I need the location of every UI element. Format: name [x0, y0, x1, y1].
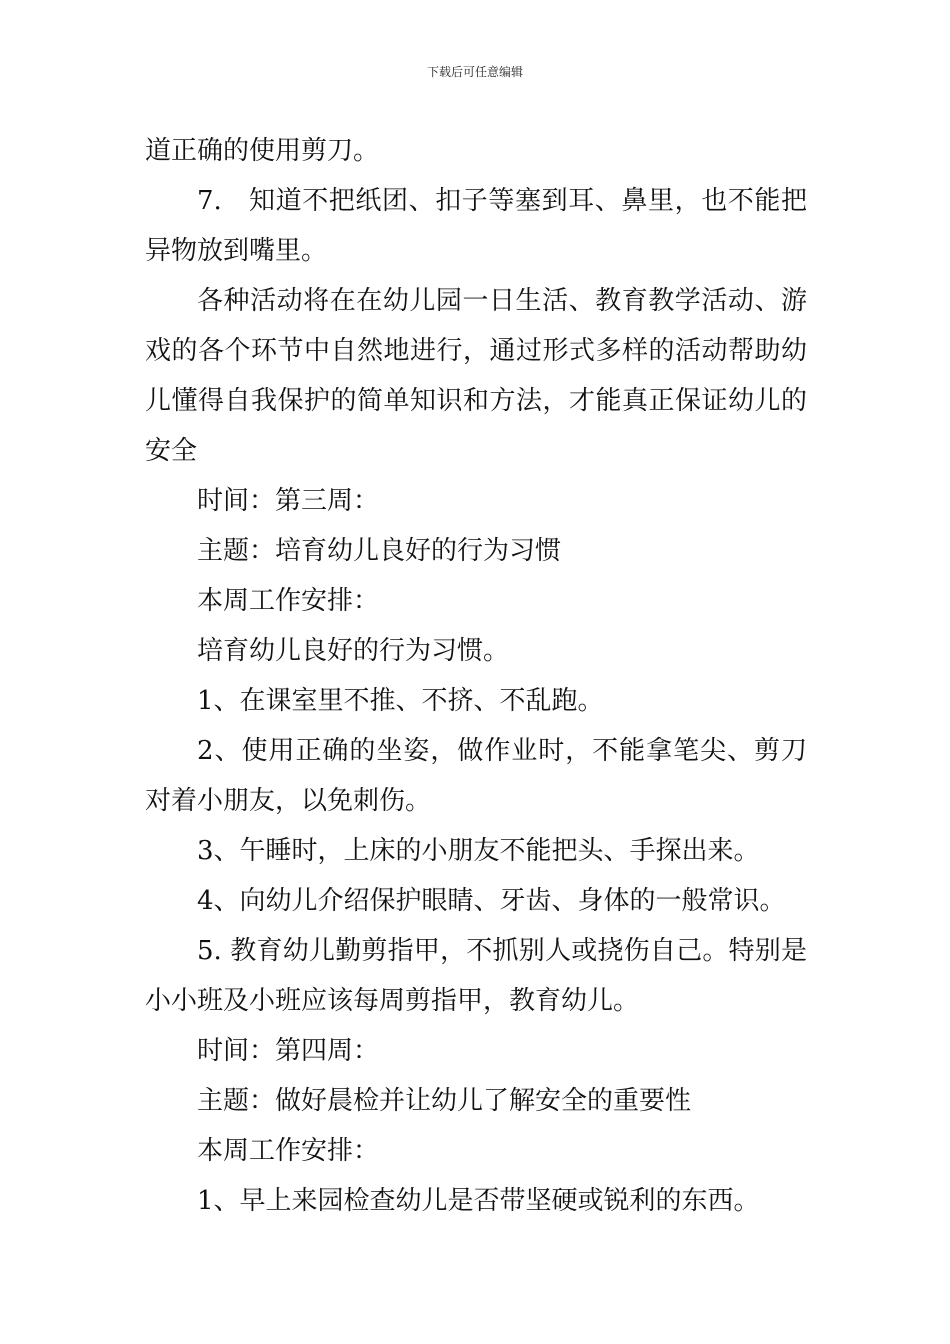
paragraph-14: 主题：做好晨检并让幼儿了解安全的重要性	[197, 1086, 692, 1116]
paragraph-7: 培育幼儿良好的行为习惯。	[197, 636, 510, 666]
paragraph-15: 本周工作安排：	[197, 1136, 380, 1166]
document-body	[145, 126, 807, 1226]
paragraph-1: 道正确的使用剪刀。	[145, 136, 380, 166]
paragraph-11: 4、向幼儿介绍保护眼睛、牙齿、身体的一般常识。	[197, 886, 786, 916]
paragraph-5: 主题：培育幼儿良好的行为习惯	[197, 536, 562, 566]
paragraph-13: 时间：第四周：	[197, 1036, 380, 1066]
paragraph-4: 时间：第三周：	[197, 486, 380, 516]
paragraph-16: 1、早上来园检查幼儿是否带坚硬或锐利的东西。	[197, 1186, 760, 1216]
paragraph-3: 各种活动将在在幼儿园一日生活、教育教学活动、游戏的各个环节中自然地进行，通过形式多样的活动帮助幼儿懂得自我保护的简单知识和方法，才能真正保证幼儿的安全	[145, 286, 807, 466]
paragraph-10: 3、午睡时，上床的小朋友不能把头、手探出来。	[197, 836, 760, 866]
paragraph-12: 5. 教育幼儿勤剪指甲，不抓别人或挠伤自己。特别是小小班及小班应该每周剪指甲，教育幼儿。	[145, 936, 807, 1016]
page-header-note: 下载后可任意编辑	[426, 65, 523, 79]
paragraph-9: 2、使用正确的坐姿，做作业时，不能拿笔尖、剪刀对着小朋友，以免刺伤。	[145, 736, 807, 816]
paragraph-8: 1、在课室里不推、不挤、不乱跑。	[197, 686, 604, 716]
paragraph-2: 7. 知道不把纸团、扣子等塞到耳、鼻里，也不能把异物放到嘴里。	[145, 186, 807, 266]
paragraph-6: 本周工作安排：	[197, 586, 380, 616]
